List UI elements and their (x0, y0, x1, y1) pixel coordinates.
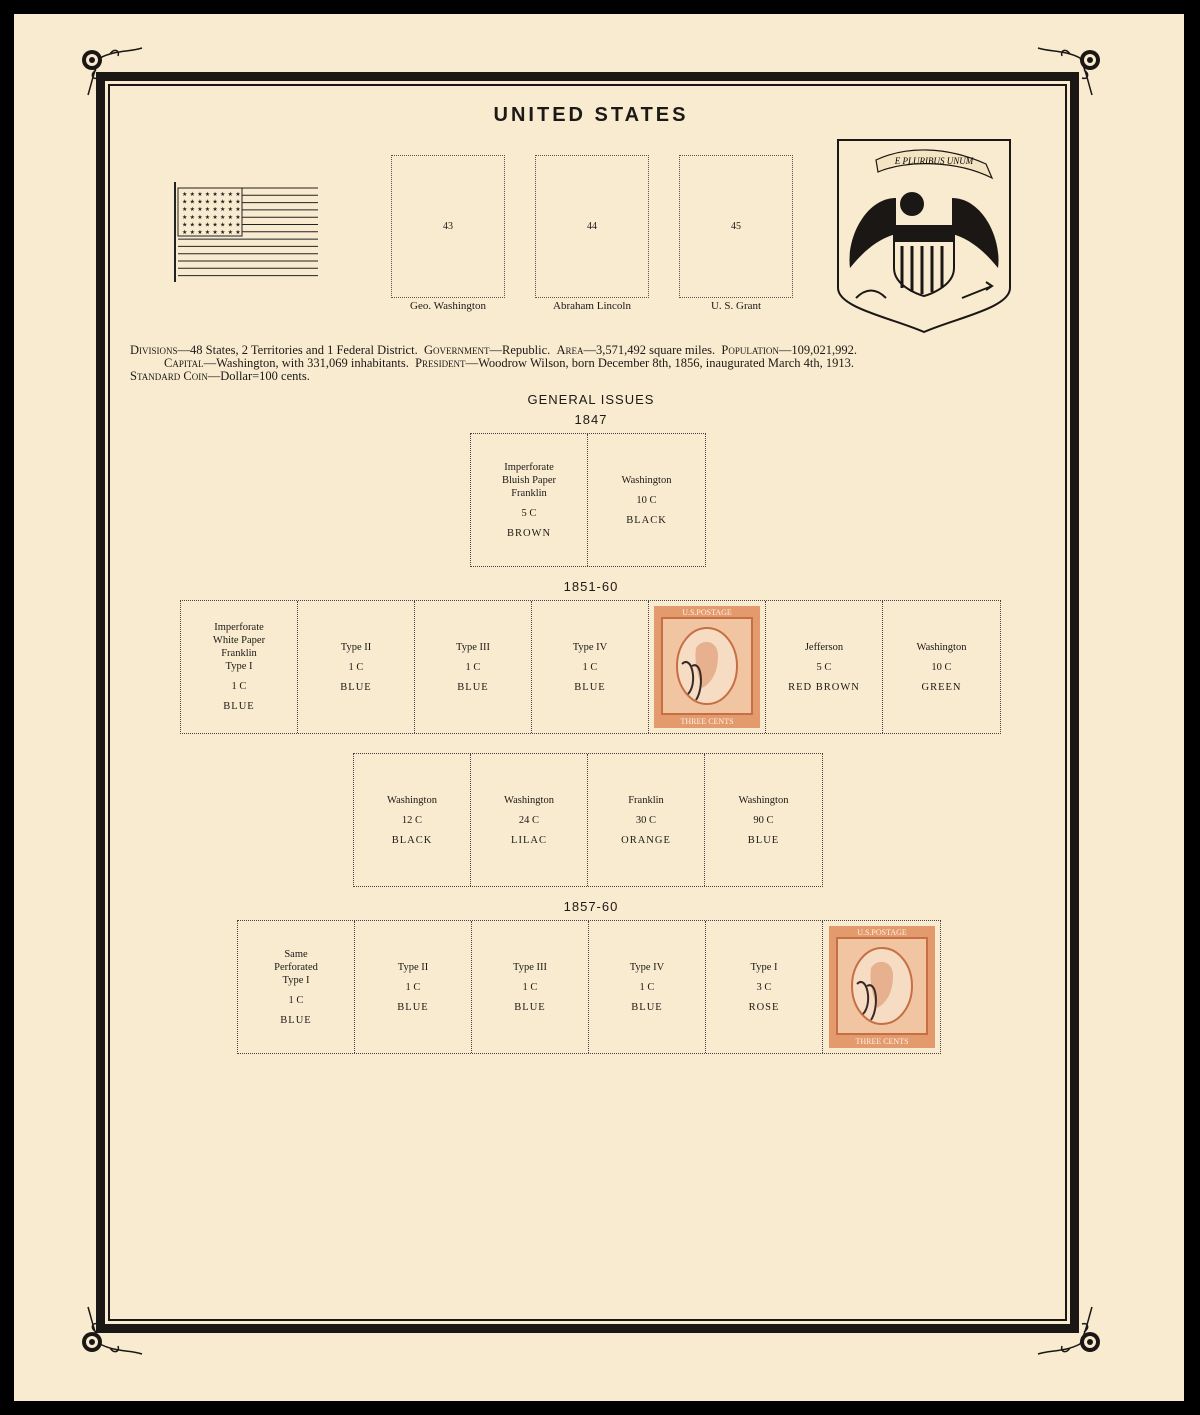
stamp-image-washington[interactable] (827, 924, 937, 1050)
stamp-color: ROSE (748, 1001, 780, 1013)
svg-text:★: ★ (189, 199, 195, 206)
stamp-color: ORANGE (621, 834, 671, 846)
stamp-value: 1 C (639, 981, 655, 993)
stamp-description: Type IV (629, 961, 665, 973)
svg-text:★: ★ (197, 207, 203, 214)
motto-text: E PLURIBUS UNUM (894, 156, 974, 166)
svg-text:★: ★ (204, 230, 211, 236)
svg-text:★: ★ (212, 192, 218, 198)
svg-text:★: ★ (204, 192, 211, 198)
stamp-color: GREEN (921, 681, 962, 693)
stamp-color: BLACK (391, 834, 433, 846)
stamp-description: Imperforate (504, 461, 554, 473)
svg-text:★: ★ (189, 207, 195, 214)
stamp-description: Type I (282, 974, 310, 986)
info-line-3: Standard Coin—Dollar=100 cents. (130, 369, 310, 383)
svg-text:★: ★ (235, 214, 241, 221)
coat-of-arms-eagle (836, 138, 1012, 334)
svg-text:★: ★ (227, 214, 233, 221)
stamp-row-1851-b (353, 753, 823, 887)
stamp-space[interactable] (706, 921, 823, 1053)
year-heading: 1851-60 (563, 579, 619, 594)
year-heading: 1857-60 (563, 899, 619, 914)
svg-text:★: ★ (212, 222, 218, 229)
rosette-icon (80, 48, 104, 72)
svg-text:★: ★ (197, 214, 203, 221)
stamp-space[interactable] (355, 921, 472, 1053)
stamp-space-43[interactable]: 43 (391, 155, 505, 298)
svg-text:★: ★ (189, 214, 195, 221)
svg-text:★: ★ (220, 192, 226, 198)
stamp-space[interactable] (298, 601, 415, 733)
stamp-description: Washington (738, 794, 789, 806)
stamp-value: 1 C (231, 681, 247, 692)
rosette-icon (1078, 1330, 1102, 1354)
stamp-description: Type III (456, 641, 490, 653)
stamp-description: Washington (504, 794, 554, 806)
country-info (130, 344, 1060, 383)
rosette-icon (1078, 48, 1102, 72)
stamp-space[interactable] (472, 921, 589, 1053)
stamp-description: Bluish Paper (502, 474, 556, 486)
stamp-description: Franklin (221, 648, 257, 659)
stamp-caption: Geo. Washington (410, 300, 486, 312)
stamp-color: BLUE (631, 1001, 663, 1013)
stamp-value: 1 C (582, 661, 598, 673)
stamp-description: Washington (621, 474, 672, 486)
stamp-value: 1 C (465, 661, 481, 673)
svg-text:★: ★ (220, 199, 226, 206)
svg-text:★: ★ (204, 207, 211, 214)
svg-text:★: ★ (182, 192, 188, 198)
stamp-space-45[interactable]: 45 (679, 155, 793, 298)
year-heading: 1847 (574, 412, 608, 427)
stamp-description: Type IV (572, 641, 608, 653)
svg-text:★: ★ (204, 214, 211, 221)
stamp-color: BLUE (574, 681, 606, 693)
stamp-description: Washington (387, 794, 437, 806)
stamp-space[interactable] (588, 754, 705, 886)
stamp-bottom-text: THREE CENTS (680, 717, 734, 726)
stamp-description: Type II (340, 641, 372, 653)
svg-text:★: ★ (220, 230, 226, 236)
stamp-color: BLUE (747, 834, 780, 846)
svg-text:★: ★ (220, 207, 226, 214)
svg-text:★: ★ (227, 222, 233, 229)
us-flag-icon (170, 182, 322, 284)
stamp-description: White Paper (212, 635, 266, 646)
svg-text:★: ★ (227, 192, 233, 198)
stamp-space[interactable] (589, 921, 706, 1053)
stamp-description: Washington (916, 641, 967, 653)
stamp-description: Type II (397, 961, 429, 973)
svg-text:★: ★ (204, 199, 211, 206)
stamp-description: Franklin (511, 487, 547, 499)
svg-text:★: ★ (227, 230, 233, 236)
mounted-stamp[interactable] (649, 601, 766, 733)
svg-text:★: ★ (189, 222, 195, 229)
stamp-value: 1 C (522, 981, 538, 993)
stamp-value: 10 C (636, 494, 657, 506)
stamp-space[interactable] (705, 754, 822, 886)
stamp-space[interactable] (415, 601, 532, 733)
svg-text:★: ★ (220, 222, 226, 229)
stamp-value: 1 C (348, 661, 364, 673)
stamp-space-44[interactable]: 44 (535, 155, 649, 298)
stamp-space[interactable] (354, 754, 471, 886)
stamp-color: BLUE (397, 1001, 429, 1013)
stamp-description: Same (284, 948, 308, 960)
stamp-color: LILAC (511, 834, 547, 846)
svg-text:★: ★ (189, 192, 195, 198)
stamp-value: 5 C (816, 661, 832, 673)
svg-text:★: ★ (204, 222, 211, 229)
svg-text:★: ★ (227, 207, 233, 214)
stamp-color: BLUE (457, 681, 489, 693)
svg-text:★: ★ (212, 207, 218, 214)
mounted-stamp[interactable] (823, 921, 940, 1053)
svg-text:★: ★ (182, 230, 188, 236)
stamp-row-1857 (237, 920, 941, 1054)
svg-text:★: ★ (182, 214, 188, 221)
stamp-space[interactable] (883, 601, 1000, 733)
svg-text:★: ★ (182, 222, 188, 229)
stamp-space[interactable] (471, 754, 588, 886)
stamp-description: Imperforate (214, 622, 264, 633)
svg-text:★: ★ (212, 199, 218, 206)
stamp-value: 1 C (405, 981, 421, 993)
info-line-1: Divisions—48 States, 2 Territories and 1 Federal District. Government—Republic. Area—3,571,492 square miles. Population—109,021,992. (130, 343, 857, 357)
stamp-value: 3 C (756, 981, 772, 993)
stamp-bottom-text: THREE CENTS (854, 1037, 909, 1046)
svg-text:★: ★ (235, 192, 241, 198)
svg-text:★: ★ (197, 230, 203, 236)
stamp-value: 30 C (635, 814, 657, 826)
svg-text:★: ★ (212, 230, 218, 236)
svg-text:★: ★ (235, 230, 241, 236)
stamp-image-washington[interactable] (652, 604, 762, 730)
stamp-value: 1 C (288, 994, 304, 1006)
stamp-space[interactable] (181, 601, 298, 733)
stamp-row-1847 (470, 433, 706, 567)
svg-text:★: ★ (235, 199, 241, 206)
stamp-row-1851-a (180, 600, 1001, 734)
stamp-description: Franklin (628, 794, 664, 806)
stamp-caption: Abraham Lincoln (553, 300, 631, 312)
svg-text:★: ★ (235, 222, 241, 229)
stamp-space[interactable] (238, 921, 355, 1053)
stamp-color: RED BROWN (788, 681, 860, 693)
svg-text:★: ★ (182, 207, 188, 214)
stamp-caption: U. S. Grant (710, 300, 762, 312)
stamp-value: 5 C (521, 507, 537, 519)
stamp-color: BROWN (506, 527, 552, 539)
info-line-2: Capital—Washington, with 331,069 inhabitants. President—Woodrow Wilson, born December 8th, 1856, inaugurated March 4th, 1913. (164, 356, 855, 370)
stamp-space[interactable] (471, 434, 588, 566)
stamp-description: Type I (225, 661, 253, 672)
stamp-color: BLACK (626, 514, 667, 526)
stamp-description: Perforated (274, 961, 318, 973)
rosette-icon (80, 1330, 104, 1354)
stamp-top-text: U.S.POSTAGE (856, 928, 907, 937)
stamp-space[interactable] (766, 601, 883, 733)
page-title: UNITED STATES (493, 104, 689, 126)
stamp-value: 90 C (753, 814, 774, 826)
stamp-top-text: U.S.POSTAGE (682, 608, 732, 617)
stamp-description: Jefferson (804, 641, 844, 653)
svg-text:★: ★ (197, 192, 203, 198)
stamp-description: Type I (750, 961, 778, 973)
stamp-space[interactable] (588, 434, 705, 566)
svg-text:★: ★ (182, 199, 188, 206)
section-heading: GENERAL ISSUES (527, 392, 655, 407)
svg-text:★: ★ (235, 207, 241, 214)
stamp-color: BLUE (223, 701, 255, 712)
stamp-color: BLUE (280, 1014, 312, 1026)
svg-text:★: ★ (197, 222, 203, 229)
stamp-space[interactable] (532, 601, 649, 733)
svg-text:★: ★ (220, 214, 226, 221)
svg-text:★: ★ (212, 214, 218, 221)
svg-text:★: ★ (227, 199, 233, 206)
stamp-value: 12 C (401, 814, 423, 826)
stamp-color: BLUE (514, 1001, 546, 1013)
stamp-description: Type III (513, 961, 547, 973)
stamp-value: 24 C (518, 814, 540, 826)
stamp-color: BLUE (340, 681, 372, 693)
svg-text:★: ★ (197, 199, 203, 206)
stamp-value: 10 C (931, 661, 952, 673)
svg-text:★: ★ (189, 230, 195, 236)
